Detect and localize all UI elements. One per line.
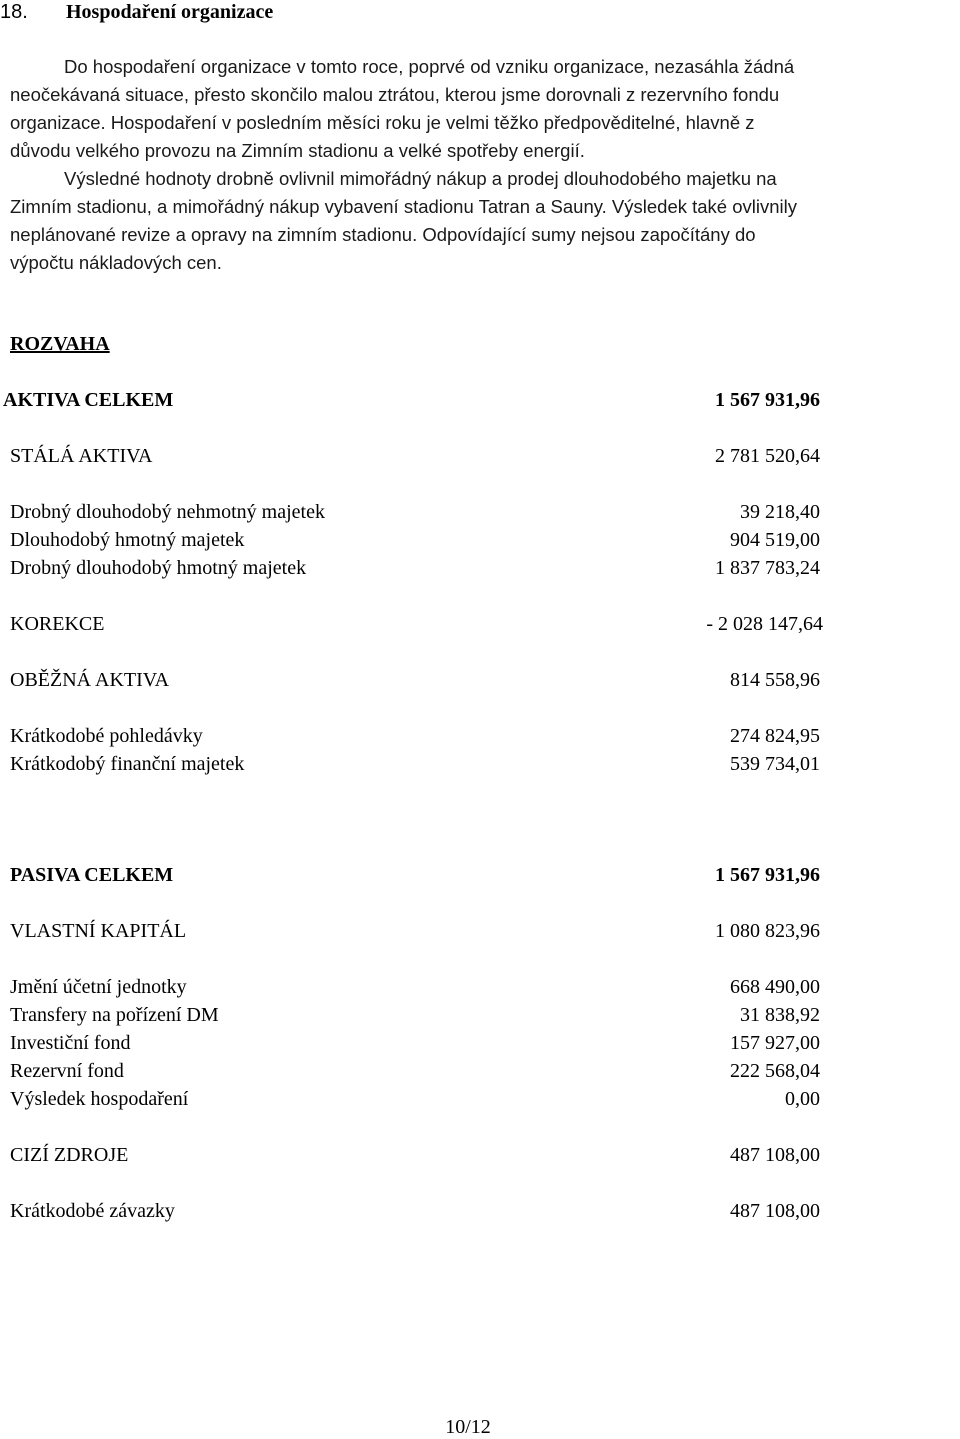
obezna-aktiva-row xyxy=(10,667,820,693)
paragraph-line: důvodu velkého provozu na Zimním stadionu a velké spotřeby energií. xyxy=(10,140,585,161)
obezna-item-row xyxy=(10,751,820,777)
row-label: CIZÍ ZDROJE xyxy=(10,1144,129,1166)
cizi-item-row xyxy=(10,1198,820,1224)
vlastni-kapital-row xyxy=(10,918,820,944)
row-value: 2 781 520,64 xyxy=(715,445,820,467)
row-value: 814 558,96 xyxy=(730,669,820,691)
row-value: 157 927,00 xyxy=(730,1032,820,1054)
row-label: Jmění účetní jednotky xyxy=(10,976,187,998)
row-label: OBĚŽNÁ AKTIVA xyxy=(10,669,170,691)
row-value: 1 567 931,96 xyxy=(715,864,820,886)
pasiva-total-row xyxy=(10,862,820,888)
cizi-zdroje-row xyxy=(10,1142,820,1168)
row-value: 539 734,01 xyxy=(730,753,820,775)
paragraph-line: neplánované revize a opravy na zimním stadionu. Odpovídající sumy nejsou započítány do xyxy=(10,224,756,245)
row-label: Drobný dlouhodobý hmotný majetek xyxy=(10,557,307,579)
stala-item-row xyxy=(10,555,820,581)
row-label: VLASTNÍ KAPITÁL xyxy=(10,920,187,942)
korekce-row xyxy=(10,611,823,637)
row-value: - 2 028 147,64 xyxy=(706,613,823,635)
row-label: Transfery na pořízení DM xyxy=(10,1004,219,1026)
stala-item-row xyxy=(10,527,820,553)
stala-aktiva-row xyxy=(10,443,820,469)
paragraph-line: Výsledné hodnoty drobně ovlivnil mimořádný nákup a prodej dlouhodobého majetku na xyxy=(64,168,777,189)
row-value: 39 218,40 xyxy=(740,501,820,523)
vlastni-item-row xyxy=(10,1058,820,1084)
section-heading xyxy=(0,0,273,24)
row-value: 487 108,00 xyxy=(730,1200,820,1222)
row-label: Výsledek hospodaření xyxy=(10,1088,189,1110)
paragraph-line: Zimním stadionu, a mimořádný nákup vybavení stadionu Tatran a Sauny. Výsledek také ovlivnily xyxy=(10,196,797,217)
vlastni-item-row xyxy=(10,1086,820,1112)
row-label: KOREKCE xyxy=(10,613,105,635)
vlastni-item-row xyxy=(10,1002,820,1028)
row-value: 1 080 823,96 xyxy=(715,920,820,942)
row-label: STÁLÁ AKTIVA xyxy=(10,445,153,467)
row-value: 904 519,00 xyxy=(730,529,820,551)
section-title: Hospodaření organizace xyxy=(66,1,274,23)
row-label: Krátkodobé závazky xyxy=(10,1200,175,1222)
row-value: 0,00 xyxy=(785,1088,820,1110)
intro-paragraph xyxy=(10,53,958,277)
row-label: Drobný dlouhodobý nehmotný majetek xyxy=(10,501,325,523)
row-label: Krátkodobé pohledávky xyxy=(10,725,203,747)
section-number: 18. xyxy=(0,1,28,23)
stala-item-row xyxy=(10,499,820,525)
row-value: 1 837 783,24 xyxy=(715,557,820,579)
vlastni-item-row xyxy=(10,1030,820,1056)
row-value: 274 824,95 xyxy=(730,725,820,747)
paragraph-line: výpočtu nákladových cen. xyxy=(10,252,222,273)
row-label: Krátkodobý finanční majetek xyxy=(10,753,245,775)
row-value: 222 568,04 xyxy=(730,1060,820,1082)
aktiva-total-row xyxy=(3,387,820,413)
paragraph-line: Do hospodaření organizace v tomto roce, poprvé od vzniku organizace, nezasáhla žádná xyxy=(64,56,795,77)
row-value: 668 490,00 xyxy=(730,976,820,998)
row-value: 1 567 931,96 xyxy=(715,389,820,411)
row-value: 31 838,92 xyxy=(740,1004,820,1026)
rozvaha-title: ROZVAHA xyxy=(10,333,110,355)
row-label: Investiční fond xyxy=(10,1032,131,1054)
row-label: Rezervní fond xyxy=(10,1060,124,1082)
row-label: AKTIVA CELKEM xyxy=(3,389,174,411)
paragraph-line: organizace. Hospodaření v posledním měsíci roku je velmi těžko předpověditelné, hlavně z xyxy=(10,112,755,133)
obezna-item-row xyxy=(10,723,820,749)
row-label: Dlouhodobý hmotný majetek xyxy=(10,529,245,551)
paragraph-line: neočekávaná situace, přesto skončilo malou ztrátou, kterou jsme dorovnali z rezervního fondu xyxy=(10,84,780,105)
vlastni-item-row xyxy=(10,974,820,1000)
row-label: PASIVA CELKEM xyxy=(10,864,174,886)
page-number: 10/12 xyxy=(445,1416,491,1438)
row-value: 487 108,00 xyxy=(730,1144,820,1166)
